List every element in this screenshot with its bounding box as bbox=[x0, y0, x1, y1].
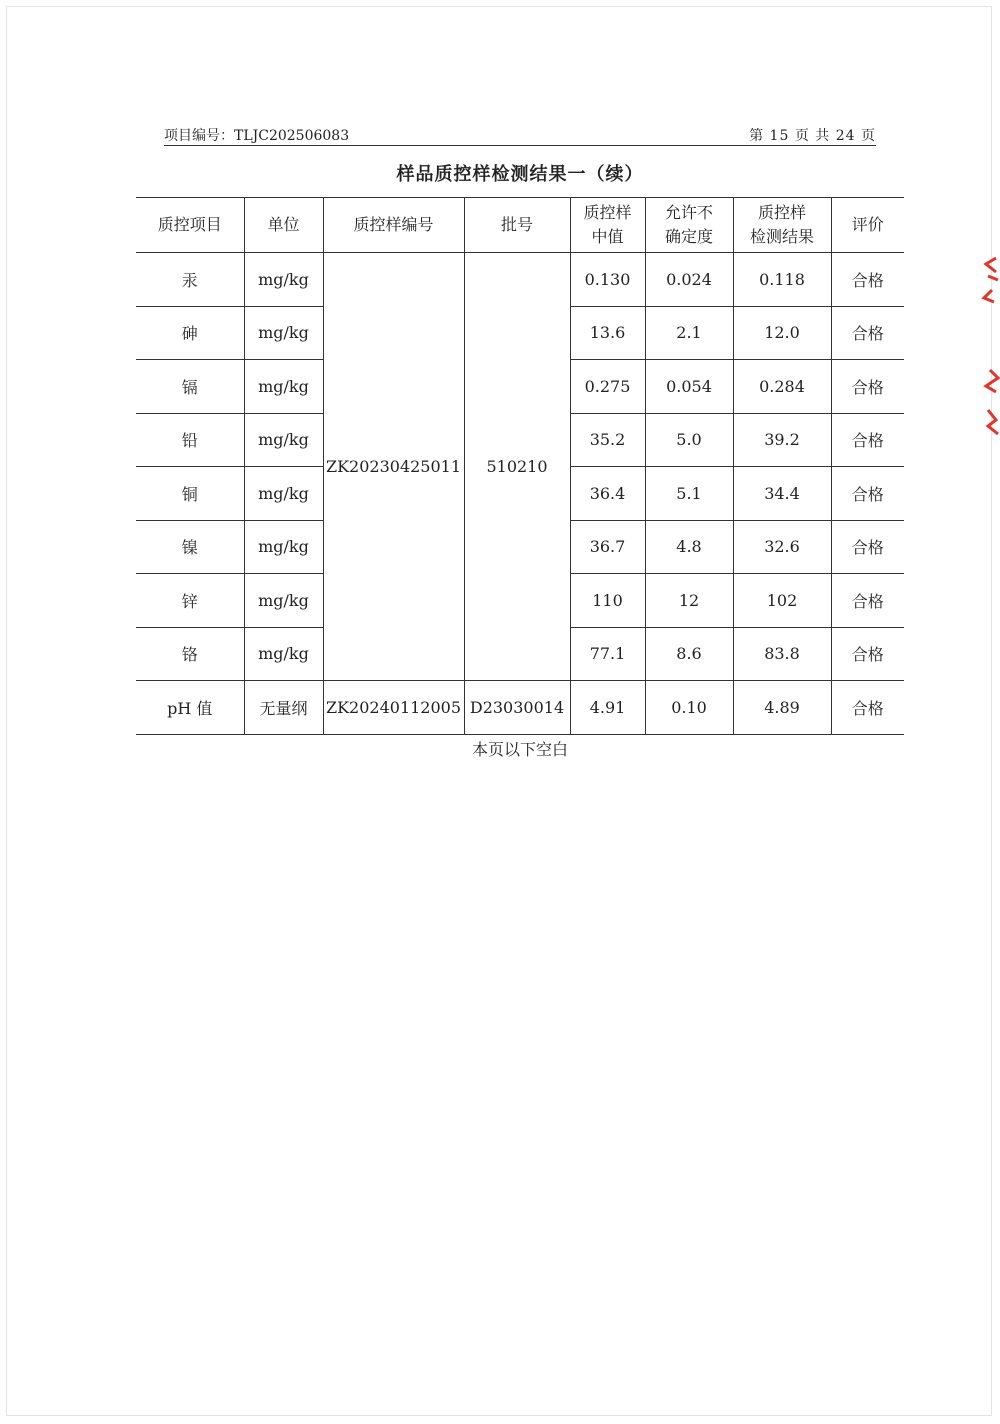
partial-seal-stamp bbox=[978, 250, 1000, 440]
cell-evaluation: 合格 bbox=[831, 306, 904, 360]
cell-item: 镉 bbox=[136, 360, 244, 414]
cell-result: 32.6 bbox=[733, 520, 831, 574]
cell-sample-id: ZK20240112005 bbox=[323, 681, 464, 735]
header-result: 质控样 检测结果 bbox=[733, 198, 831, 253]
cell-batch: D23030014 bbox=[464, 681, 570, 735]
blank-below-note: 本页以下空白 bbox=[471, 740, 568, 759]
cell-median: 110 bbox=[570, 574, 645, 628]
cell-evaluation: 合格 bbox=[831, 520, 904, 574]
cell-unit: mg/kg bbox=[244, 360, 323, 414]
cell-median: 4.91 bbox=[570, 681, 645, 735]
cell-median: 36.7 bbox=[570, 520, 645, 574]
cell-item: 汞 bbox=[136, 253, 244, 307]
cell-batch-merged: 510210 bbox=[464, 253, 570, 681]
cell-uncertainty: 2.1 bbox=[645, 306, 733, 360]
header-qc-item: 质控项目 bbox=[136, 198, 244, 253]
cell-uncertainty: 8.6 bbox=[645, 627, 733, 681]
cell-uncertainty: 12 bbox=[645, 574, 733, 628]
cell-item: 铅 bbox=[136, 413, 244, 467]
cell-unit: mg/kg bbox=[244, 306, 323, 360]
cell-median: 36.4 bbox=[570, 467, 645, 521]
cell-evaluation: 合格 bbox=[831, 360, 904, 414]
cell-result: 0.284 bbox=[733, 360, 831, 414]
table-row-ph bbox=[136, 681, 904, 735]
cell-item: 铬 bbox=[136, 627, 244, 681]
cell-evaluation: 合格 bbox=[831, 681, 904, 735]
table-title: 样品质控样检测结果一（续） bbox=[396, 164, 644, 185]
cell-result: 83.8 bbox=[733, 627, 831, 681]
header-sample-id: 质控样编号 bbox=[323, 198, 464, 253]
cell-unit: mg/kg bbox=[244, 520, 323, 574]
page-header bbox=[164, 123, 876, 146]
cell-result: 12.0 bbox=[733, 306, 831, 360]
cell-item: 镍 bbox=[136, 520, 244, 574]
cell-unit: mg/kg bbox=[244, 574, 323, 628]
table-row bbox=[136, 253, 904, 307]
cell-uncertainty: 0.054 bbox=[645, 360, 733, 414]
cell-item: pH 值 bbox=[136, 681, 244, 735]
cell-result: 0.118 bbox=[733, 253, 831, 307]
header-median: 质控样 中值 bbox=[570, 198, 645, 253]
cell-median: 35.2 bbox=[570, 413, 645, 467]
cell-item: 砷 bbox=[136, 306, 244, 360]
cell-uncertainty: 5.1 bbox=[645, 467, 733, 521]
cell-result: 34.4 bbox=[733, 467, 831, 521]
cell-median: 0.275 bbox=[570, 360, 645, 414]
project-number: 项目编号：TLJC202506083 bbox=[164, 128, 350, 144]
cell-evaluation: 合格 bbox=[831, 253, 904, 307]
cell-unit: mg/kg bbox=[244, 467, 323, 521]
cell-median: 77.1 bbox=[570, 627, 645, 681]
cell-unit: mg/kg bbox=[244, 253, 323, 307]
cell-unit: 无量纲 bbox=[244, 681, 323, 735]
cell-evaluation: 合格 bbox=[831, 627, 904, 681]
header-batch: 批号 bbox=[464, 198, 570, 253]
header-unit: 单位 bbox=[244, 198, 323, 253]
header-uncertainty: 允许不 确定度 bbox=[645, 198, 733, 253]
qc-results-table bbox=[136, 197, 904, 735]
cell-uncertainty: 0.10 bbox=[645, 681, 733, 735]
cell-evaluation: 合格 bbox=[831, 413, 904, 467]
cell-result: 4.89 bbox=[733, 681, 831, 735]
cell-uncertainty: 5.0 bbox=[645, 413, 733, 467]
table-header-row bbox=[136, 198, 904, 253]
cell-uncertainty: 4.8 bbox=[645, 520, 733, 574]
cell-unit: mg/kg bbox=[244, 627, 323, 681]
cell-unit: mg/kg bbox=[244, 413, 323, 467]
cell-median: 0.130 bbox=[570, 253, 645, 307]
cell-sample-id-merged: ZK20230425011 bbox=[323, 253, 464, 681]
header-evaluation: 评价 bbox=[831, 198, 904, 253]
cell-item: 锌 bbox=[136, 574, 244, 628]
page-number: 第 15 页 共 24 页 bbox=[749, 128, 876, 144]
cell-result: 102 bbox=[733, 574, 831, 628]
cell-item: 铜 bbox=[136, 467, 244, 521]
cell-uncertainty: 0.024 bbox=[645, 253, 733, 307]
cell-median: 13.6 bbox=[570, 306, 645, 360]
cell-evaluation: 合格 bbox=[831, 467, 904, 521]
cell-result: 39.2 bbox=[733, 413, 831, 467]
cell-evaluation: 合格 bbox=[831, 574, 904, 628]
